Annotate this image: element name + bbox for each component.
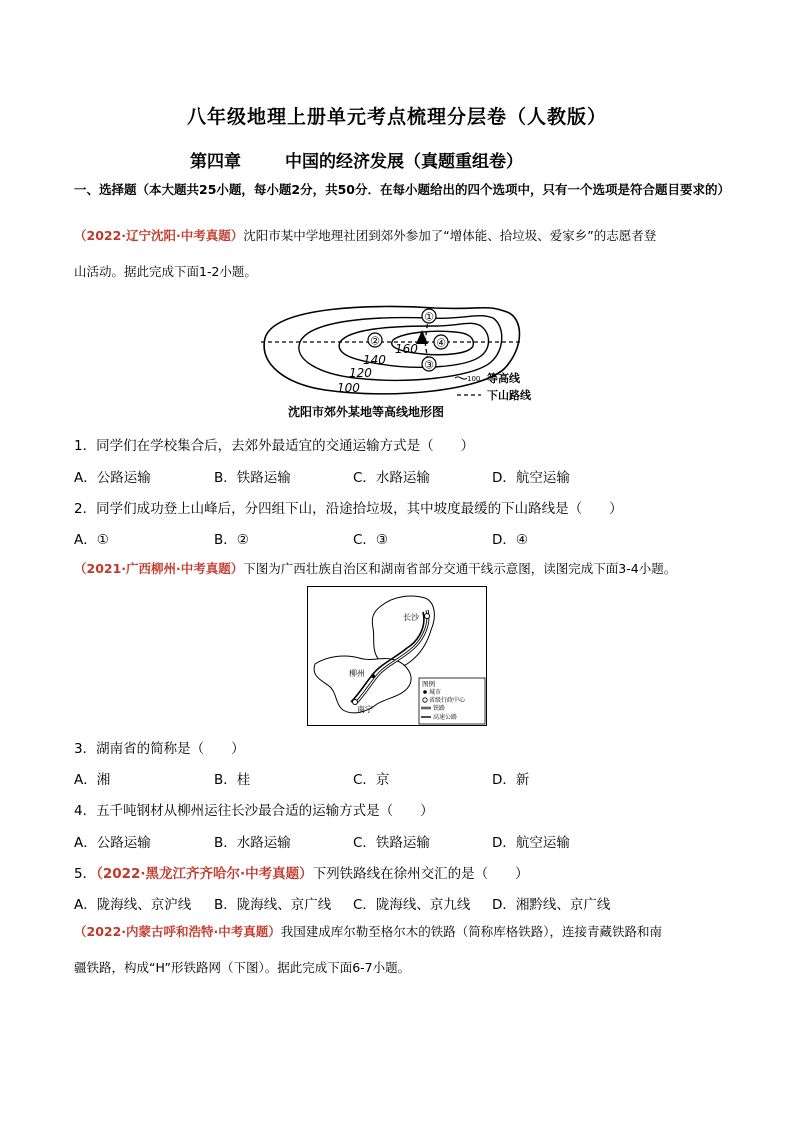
svg-text:城市: 城市	[429, 689, 442, 696]
svg-text:省级行政中心: 省级行政中心	[429, 697, 466, 704]
q3-option-a[interactable]: A．湘	[74, 772, 111, 788]
question-3-stem: 3．湖南省的简称是（ ）	[74, 741, 245, 757]
svg-text:图例: 图例	[422, 680, 435, 688]
group3-intro	[74, 914, 734, 986]
svg-text:④: ④	[436, 336, 446, 350]
group3-text-line1: 我国建成库尔勒至格尔木的铁路（简称库格铁路），连接青藏铁路和南	[280, 924, 663, 939]
group1-text-line1: 沈阳市某中学地理社团到郊外参加了“增体能、拾垃圾、爱家乡”的志愿者登	[243, 228, 657, 243]
svg-text:铁路: 铁路	[433, 705, 446, 712]
q2-option-c[interactable]: C．③	[353, 532, 389, 548]
group3-source: （2022·内蒙古呼和浩特·中考真题）	[74, 924, 281, 939]
svg-text:①: ①	[424, 310, 434, 324]
q5-option-c[interactable]: C．陇海线、京九线	[353, 897, 471, 913]
q2-option-a[interactable]: A．①	[74, 532, 109, 548]
contour-legend	[455, 371, 532, 402]
q5-option-d[interactable]: D．湘黔线、京广线	[492, 897, 611, 913]
q5-text: 下列铁路线在徐州交汇的是（ ）	[312, 866, 529, 882]
chapter-title: 中国的经济发展（真题重组卷）	[285, 152, 523, 172]
q2-option-d[interactable]: D．④	[492, 532, 528, 548]
contour-map-caption: 沈阳市郊外某地等高线地形图	[288, 405, 445, 419]
contour-map-figure	[255, 298, 555, 406]
q5-number: 5．	[74, 866, 97, 882]
q1-option-d[interactable]: D．航空运输	[492, 470, 570, 486]
svg-text:下山路线: 下山路线	[487, 389, 531, 402]
contour-label-160: 160	[395, 342, 418, 356]
q4-option-d[interactable]: D．航空运输	[492, 835, 570, 851]
q3-option-c[interactable]: C．京	[353, 772, 390, 788]
group2-text: 下图为广西壮族自治区和湖南省部分交通干线示意图，读图完成下面3-4小题。	[243, 561, 677, 576]
route-3-marker	[422, 357, 436, 372]
svg-text:100: 100	[467, 375, 481, 383]
route-1-marker	[422, 309, 436, 324]
q1-option-a[interactable]: A．公路运输	[74, 470, 151, 486]
question-5-stem	[74, 862, 529, 882]
question-4-stem: 4．五千吨钢材从柳州运往长沙最合适的运输方式是（ ）	[74, 803, 434, 819]
q5-option-a[interactable]: A．陇海线、京沪线	[74, 897, 192, 913]
svg-text:等高线: 等高线	[487, 372, 520, 385]
q5-option-b[interactable]: B．陇海线、京广线	[214, 897, 332, 913]
chapter-number: 第四章	[190, 152, 241, 172]
group3-text-line2: 疆铁路，构成“H”形铁路网（下图）。据此完成下面6-7小题。	[74, 960, 411, 975]
transport-map-legend	[419, 678, 485, 724]
svg-text:③: ③	[424, 358, 434, 372]
svg-text:长沙: 长沙	[403, 613, 419, 622]
chapter-heading	[190, 147, 523, 172]
group1-text-line2: 山活动。据此完成下面1-2小题。	[74, 264, 257, 279]
q4-option-c[interactable]: C．铁路运输	[353, 835, 430, 851]
question-1-stem: 1．同学们在学校集合后，去郊外最适宜的交通运输方式是（ ）	[74, 438, 475, 454]
svg-text:南宁: 南宁	[357, 705, 373, 714]
q4-option-b[interactable]: B．水路运输	[214, 835, 291, 851]
group1-source: （2022·辽宁沈阳·中考真题）	[74, 228, 244, 243]
group1-intro	[74, 218, 734, 290]
route-2-marker	[368, 333, 382, 348]
question-2-stem: 2．同学们成功登上山峰后，分四组下山，沿途拾垃圾，其中坡度最缓的下山路线是（ ）	[74, 501, 623, 517]
q1-option-c[interactable]: C．水路运输	[353, 470, 430, 486]
q2-option-b[interactable]: B．②	[214, 532, 249, 548]
contour-label-120: 120	[349, 366, 372, 380]
q3-option-d[interactable]: D．新	[492, 772, 530, 788]
transport-map-figure	[307, 586, 487, 726]
contour-label-140: 140	[363, 353, 386, 367]
svg-text:高速公路: 高速公路	[433, 714, 458, 721]
q3-option-b[interactable]: B．桂	[214, 772, 251, 788]
group2-source: （2021·广西柳州·中考真题）	[74, 561, 244, 576]
q5-source: （2022·黑龙江齐齐哈尔·中考真题）	[96, 866, 313, 882]
svg-text:②: ②	[370, 334, 380, 348]
svg-text:柳州: 柳州	[349, 669, 365, 678]
group2-intro	[74, 551, 734, 587]
route-4-marker	[434, 335, 448, 350]
q4-option-a[interactable]: A．公路运输	[74, 835, 151, 851]
section-instructions: 一、选择题（本大题共25小题，每小题2分，共50分．在每小题给出的四个选项中，只有一个选项是符合题目要求的）	[74, 182, 730, 197]
q1-option-b[interactable]: B．铁路运输	[214, 470, 291, 486]
page-title: 八年级地理上册单元考点梳理分层卷（人教版）	[186, 106, 607, 128]
contour-label-100: 100	[337, 381, 360, 395]
